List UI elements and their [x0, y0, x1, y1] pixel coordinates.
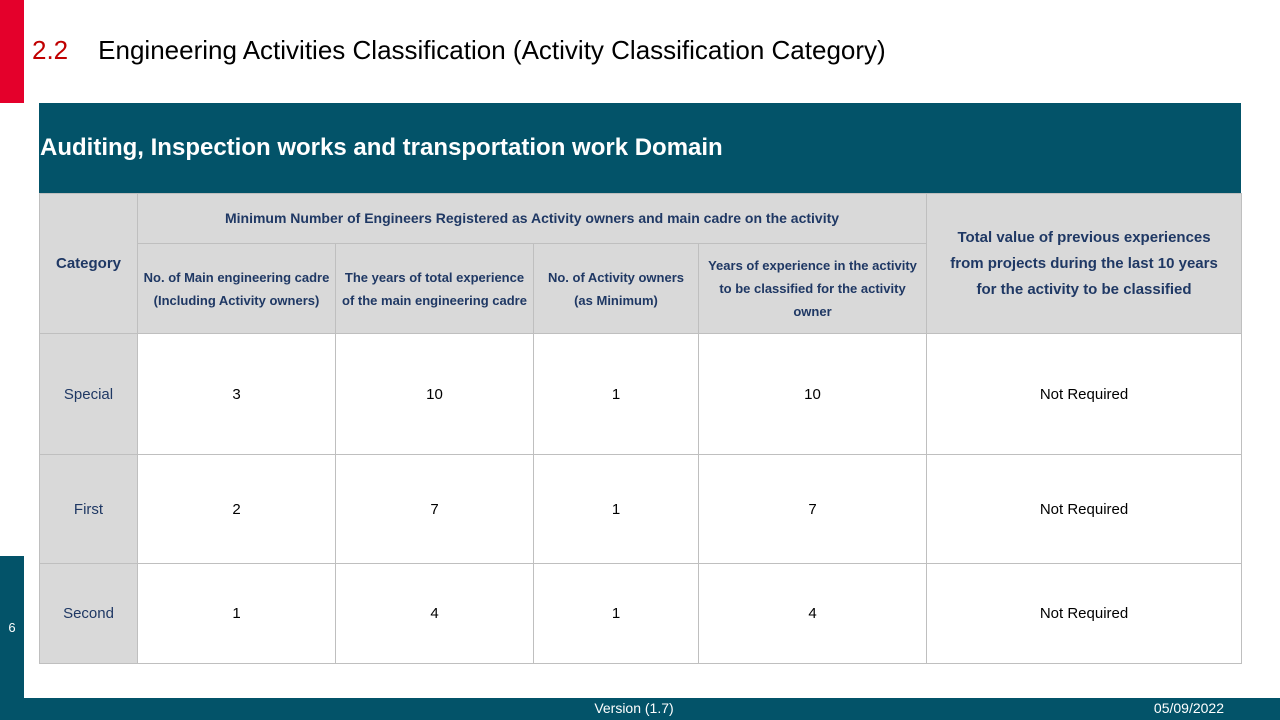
main-cadre-cell: 3 — [138, 334, 336, 455]
version-label: Version (1.7) — [594, 700, 674, 716]
activity-owners-header: No. of Activity owners (as Minimum) — [534, 244, 699, 334]
owner-experience-cell: 7 — [699, 455, 927, 564]
min-engineers-header: Minimum Number of Engineers Registered as Activity owners and main cadre on the activity — [138, 194, 927, 244]
classification-table — [39, 193, 1242, 664]
total-value-cell: Not Required — [927, 564, 1242, 664]
total-value-cell: Not Required — [927, 455, 1242, 564]
footer-bar — [0, 698, 1280, 720]
total-experience-cell: 10 — [336, 334, 534, 455]
total-experience-cell: 4 — [336, 564, 534, 664]
main-cadre-cell: 1 — [138, 564, 336, 664]
owner-experience-header: Years of experience in the activity to be classified for the activity owner — [699, 244, 927, 334]
title-text: Engineering Activities Classification (Activity Classification Category) — [98, 34, 886, 65]
total-value-header: Total value of previous experiences from projects during the last 10 years for the activity to be classified — [927, 194, 1242, 334]
activity-owners-cell: 1 — [534, 455, 699, 564]
main-cadre-cell: 2 — [138, 455, 336, 564]
table-row — [40, 564, 1242, 664]
activity-owners-cell: 1 — [534, 564, 699, 664]
classification-table-container — [39, 103, 1241, 664]
section-number: 2.2 — [32, 34, 69, 65]
date-label: 05/09/2022 — [1153, 700, 1224, 716]
table-row — [40, 455, 1242, 564]
category-cell: Special — [40, 334, 138, 455]
owner-experience-cell: 4 — [699, 564, 927, 664]
category-cell: Second — [40, 564, 138, 664]
owner-experience-cell: 10 — [699, 334, 927, 455]
total-experience-header: The years of total experience of the main engineering cadre — [336, 244, 534, 334]
activity-owners-cell: 1 — [534, 334, 699, 455]
table-row — [40, 334, 1242, 455]
total-experience-cell: 7 — [336, 455, 534, 564]
main-cadre-header: No. of Main engineering cadre (Including Activity owners) — [138, 244, 336, 334]
category-header: Category — [40, 194, 138, 334]
accent-bar — [0, 0, 24, 103]
page-number: 6 — [8, 620, 16, 635]
total-value-cell: Not Required — [927, 334, 1242, 455]
category-cell: First — [40, 455, 138, 564]
domain-title: Auditing, Inspection works and transportation work Domain — [39, 103, 1241, 193]
slide-title — [32, 32, 886, 68]
